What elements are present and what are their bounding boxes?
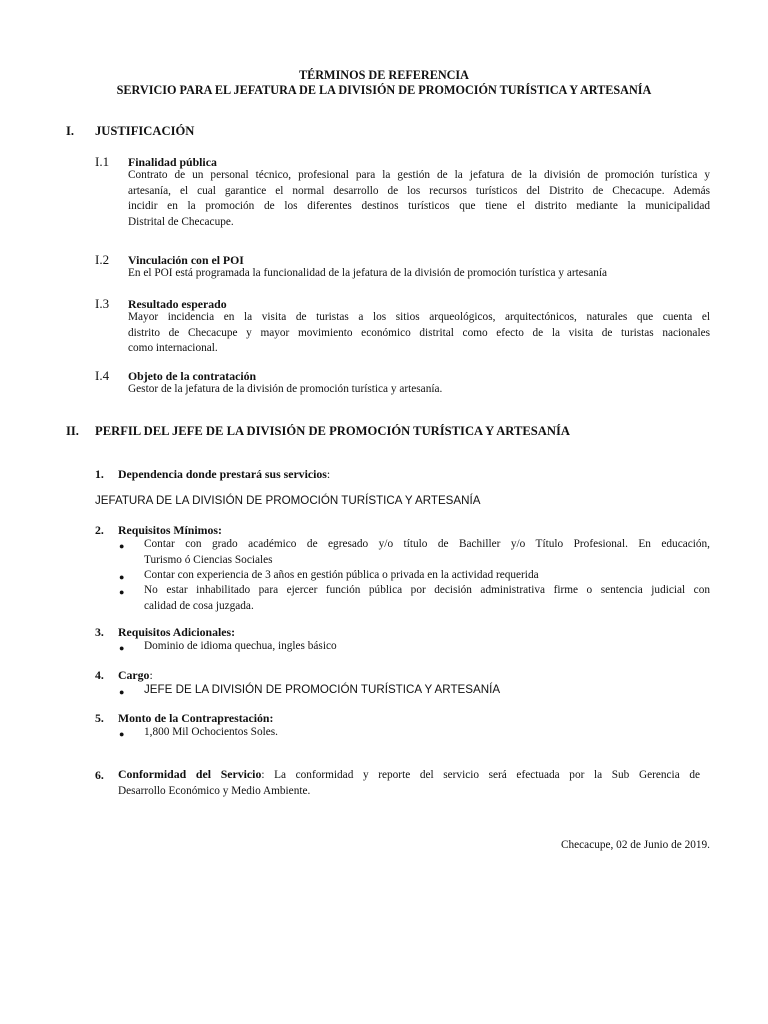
requisito-adicional-1: Dominio de idioma quechua, ingles básico [144, 640, 337, 652]
item-1-1-number: I.1 [95, 154, 110, 169]
item-2-5-title: Monto de la Contraprestación: [118, 711, 274, 725]
item-1-2-number: I.2 [95, 252, 110, 267]
bullet-icon: ● [119, 587, 125, 597]
item-1-1-paragraph: Contrato de un personal técnico, profesional para la gestión de la jefatura de la división de promoción turística y artesanía, el cual garantice el normal desarrollo de los recursos turísticos del Distrito de Checacupe. Además incidir en la promoción de los diferentes destinos turísticos que tiene el distrito mediante la municipalidad Distrital de Checacupe. [128, 169, 710, 228]
section-2-title: PERFIL DEL JEFE DE LA DIVISIÓN DE PROMOCIÓN TURÍSTICA Y ARTESANÍA [95, 424, 570, 438]
item-2-4-colon: : [149, 668, 153, 682]
item-2-1-value: JEFATURA DE LA DIVISIÓN DE PROMOCIÓN TURÍSTICA Y ARTESANÍA [95, 494, 481, 507]
item-1-3-title: Resultado esperado [128, 297, 227, 311]
bullet-icon: ● [119, 687, 125, 697]
item-1-2-title: Vinculación con el POI [128, 253, 244, 267]
item-1-1-title: Finalidad pública [128, 155, 217, 169]
item-2-1-title: Dependencia donde prestará sus servicios [118, 467, 327, 481]
item-2-3-title: Requisitos Adicionales: [118, 625, 236, 639]
item-2-3-number: 3. [95, 625, 104, 639]
requisito-minimo-2: Contar con experiencia de 3 años en gestión pública o privada en la actividad requerida [144, 569, 539, 581]
item-1-4-paragraph: Gestor de la jefatura de la división de promoción turística y artesanía. [128, 383, 443, 395]
item-2-2-number: 2. [95, 523, 104, 537]
cargo-value: JEFE DE LA DIVISIÓN DE PROMOCIÓN TURÍSTICA Y ARTESANÍA [144, 683, 501, 696]
item-1-4-number: I.4 [95, 368, 110, 383]
item-1-3-number: I.3 [95, 296, 110, 311]
item-2-4-title: Cargo [118, 668, 150, 682]
item-1-2-paragraph: En el POI está programada la funcionalidad de la jefatura de la división de promoción turística y artesanía [128, 267, 608, 279]
item-2-6-line-2: Desarrollo Económico y Medio Ambiente. [118, 784, 311, 797]
item-2-5-number: 5. [95, 711, 104, 725]
item-1-3-paragraph: Mayor incidencia en la visita de turistas a los sitios arqueológicos, arquitectónicos, naturales que cuenta el distrito de Checacupe y mayor movimiento económico distrital como efecto de la visita de turistas nacionales como internacional. [128, 311, 710, 354]
item-2-6-paragraph [118, 767, 700, 799]
item-1-4-title: Objeto de la contratación [128, 369, 257, 383]
item-2-1-number: 1. [95, 467, 104, 481]
section-1-title: JUSTIFICACIÓN [95, 124, 195, 138]
item-2-4-heading [118, 668, 153, 683]
item-2-2-title: Requisitos Mínimos: [118, 523, 222, 537]
bullet-icon: ● [119, 643, 125, 653]
item-2-1-colon: : [326, 467, 331, 481]
bullet-icon: ● [119, 541, 125, 551]
requisito-minimo-1: Contar con grado académico de egresado y/o título de Bachiller y/o Título Profesional. En educación, Turismo ó Ciencias Sociales [144, 538, 710, 566]
section-2-number: II. [66, 424, 79, 438]
item-2-4-number: 4. [95, 668, 104, 682]
requisito-minimo-3: No estar inhabilitado para ejercer función pública por decisión administrativa firme o sentencia judicial con calidad de cosa juzgada. [144, 584, 710, 612]
item-2-6-line-1: : La conformidad y reporte del servicio será efectuada por la Sub Gerencia de [261, 769, 700, 781]
monto-value: 1,800 Mil Ochocientos Soles. [144, 726, 278, 738]
item-2-1-heading [118, 467, 330, 482]
bullet-icon: ● [119, 572, 125, 582]
section-1-number: I. [66, 124, 75, 138]
item-2-6-title: Conformidad del Servicio [118, 767, 262, 781]
document-title: TÉRMINOS DE REFERENCIA [299, 68, 469, 82]
document-subtitle: SERVICIO PARA EL JEFATURA DE LA DIVISIÓN DE PROMOCIÓN TURÍSTICA Y ARTESANÍA [116, 83, 652, 97]
place-date: Checacupe, 02 de Junio de 2019. [560, 839, 710, 851]
bullet-icon: ● [119, 729, 125, 739]
item-2-6-number: 6. [95, 768, 104, 782]
